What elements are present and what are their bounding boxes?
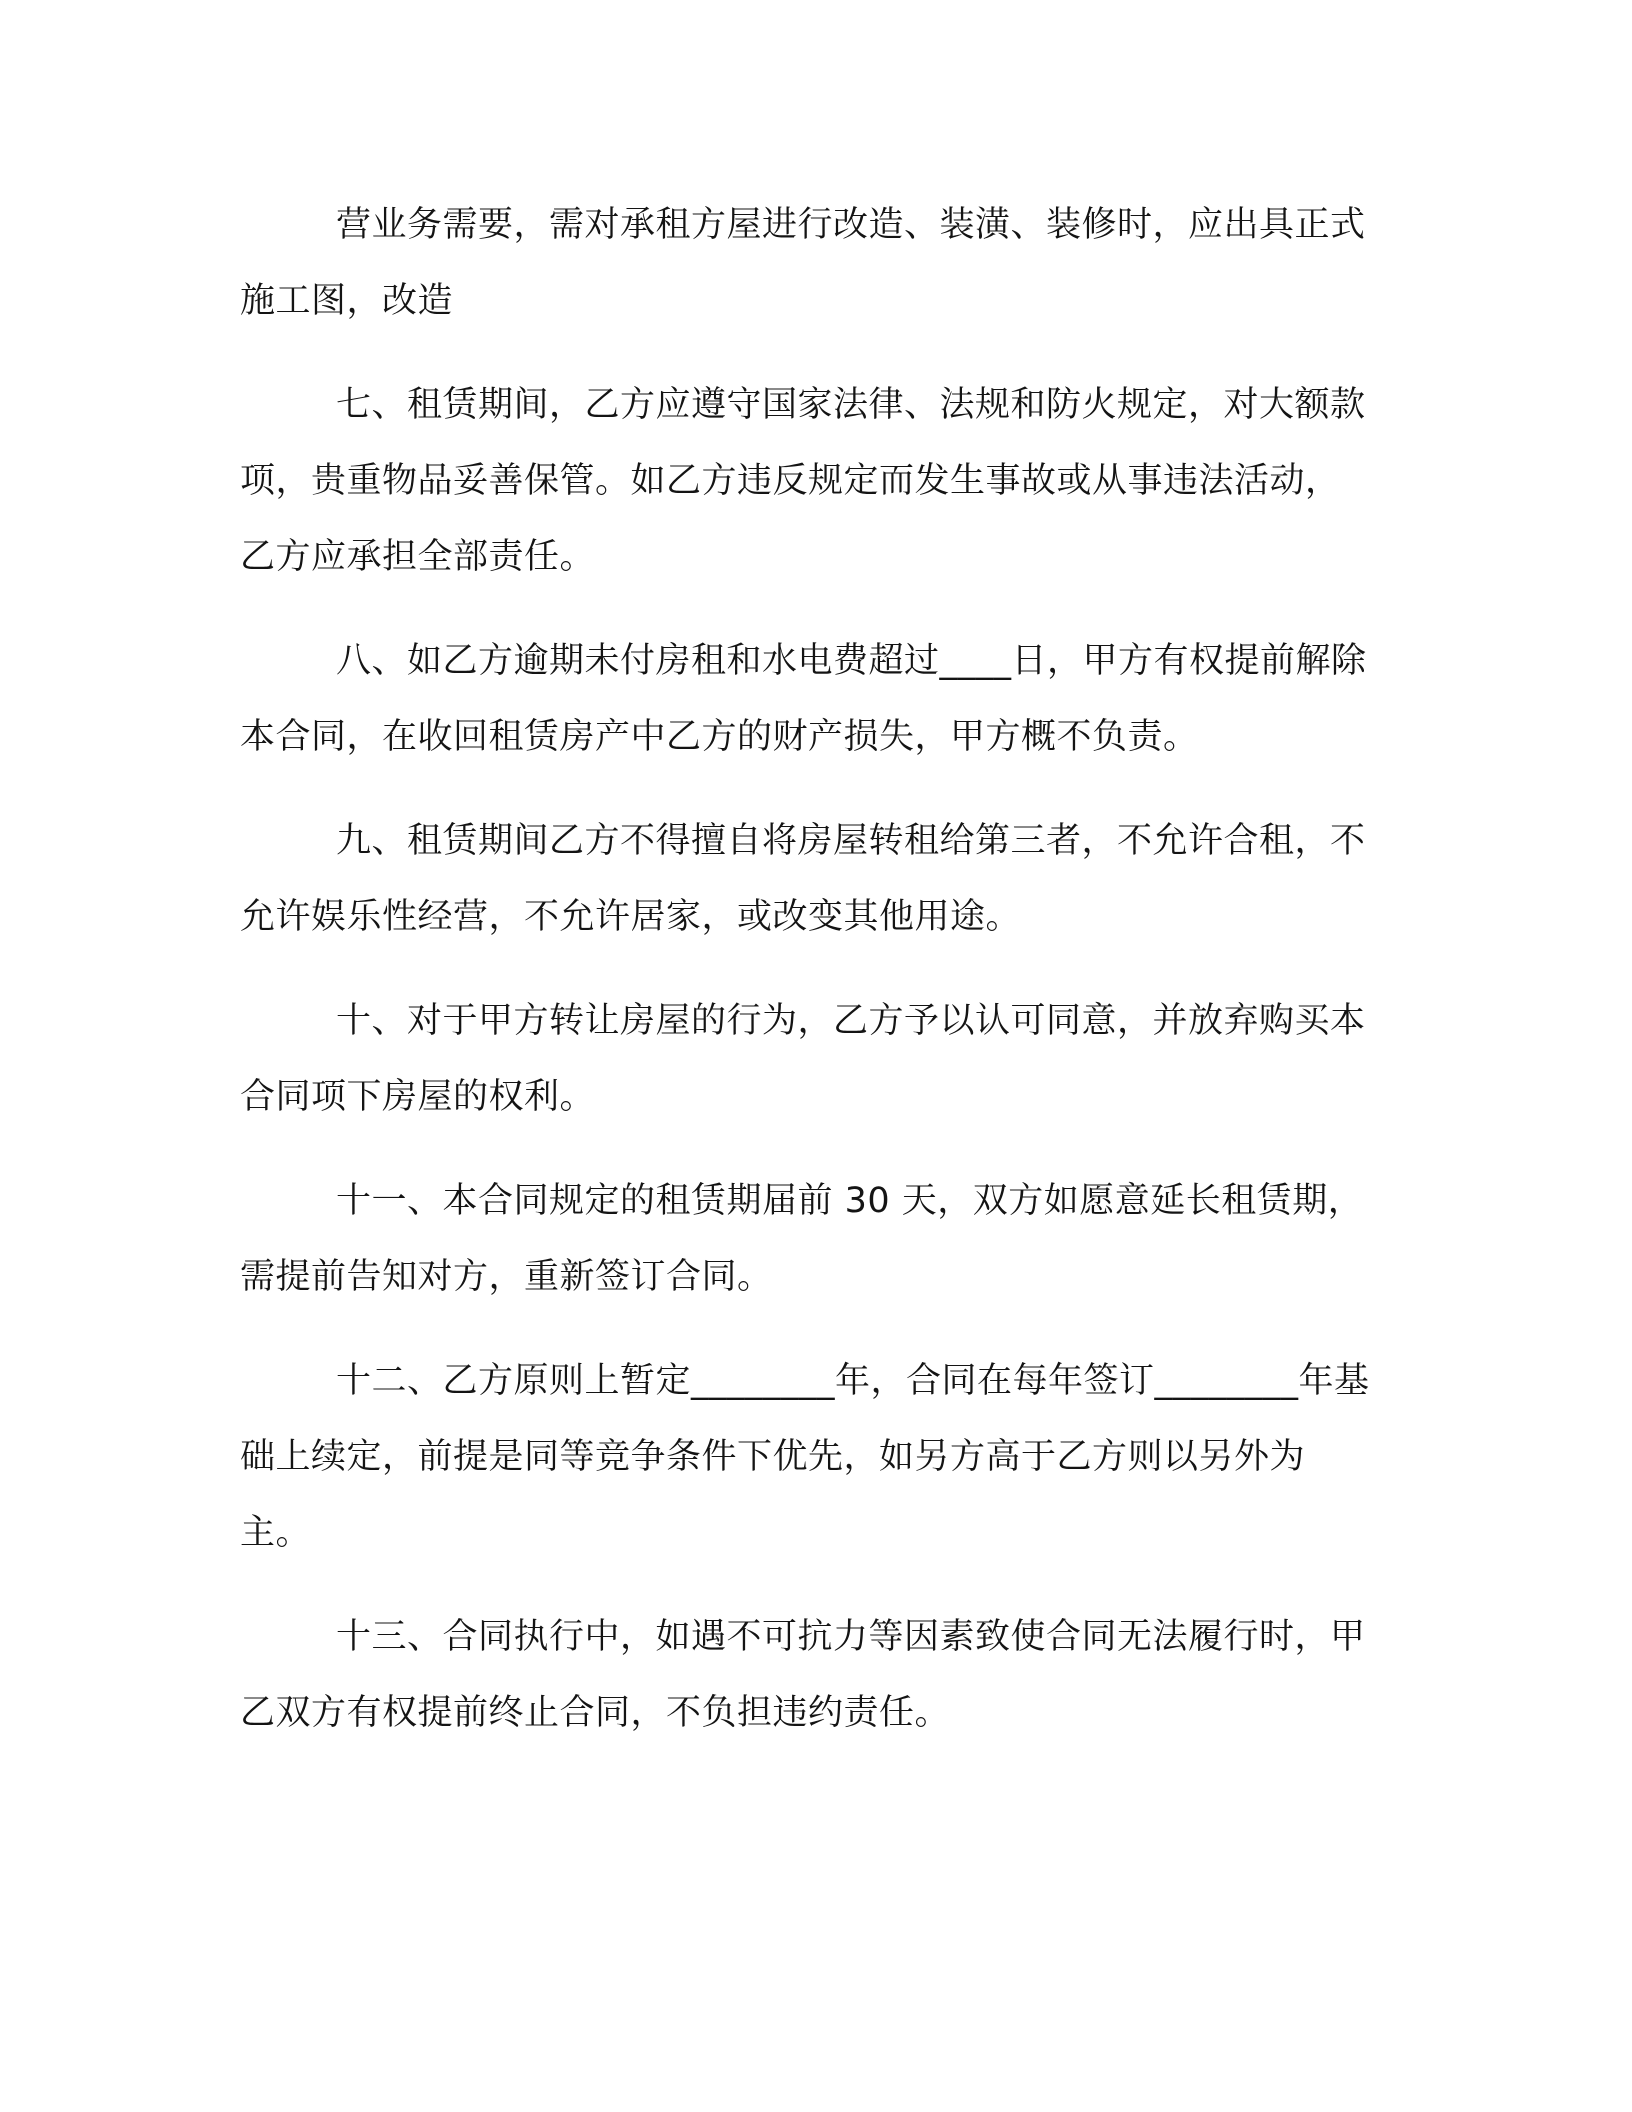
paragraph-clause-11: 十一、本合同规定的租赁期届前 30 天，双方如愿意延长租赁期，需提前告知对方，重新签订合同。 [240, 1181, 1364, 1297]
paragraph-clause-12: 十二、乙方原则上暂定________年，合同在每年签订________年基础上续定，前提是同等竞争条件下优先，如另方高于乙方则以另外为主。 [240, 1361, 1370, 1553]
paragraph-clause-10: 十、对于甲方转让房屋的行为，乙方予以认可同意，并放弃购买本合同项下房屋的权利。 [240, 1001, 1366, 1117]
paragraph-clause-9: 九、租赁期间乙方不得擅自将房屋转租给第三者，不允许合租，不允许娱乐性经营，不允许居家，或改变其他用途。 [240, 821, 1366, 937]
paragraph-clause-8: 八、如乙方逾期未付房租和水电费超过____日，甲方有权提前解除本合同，在收回租赁房产中乙方的财产损失，甲方概不负责。 [240, 641, 1367, 757]
paragraph-clause-7: 七、租赁期间，乙方应遵守国家法律、法规和防火规定，对大额款项，贵重物品妥善保管。如乙方违反规定而发生事故或从事违法活动，乙方应承担全部责任。 [240, 385, 1366, 577]
paragraph-renovation: 营业务需要，需对承租方屋进行改造、装潢、装修时，应出具正式施工图，改造 [240, 205, 1366, 321]
paragraph-clause-13: 十三、合同执行中，如遇不可抗力等因素致使合同无法履行时，甲乙双方有权提前终止合同，不负担违约责任。 [240, 1617, 1366, 1733]
